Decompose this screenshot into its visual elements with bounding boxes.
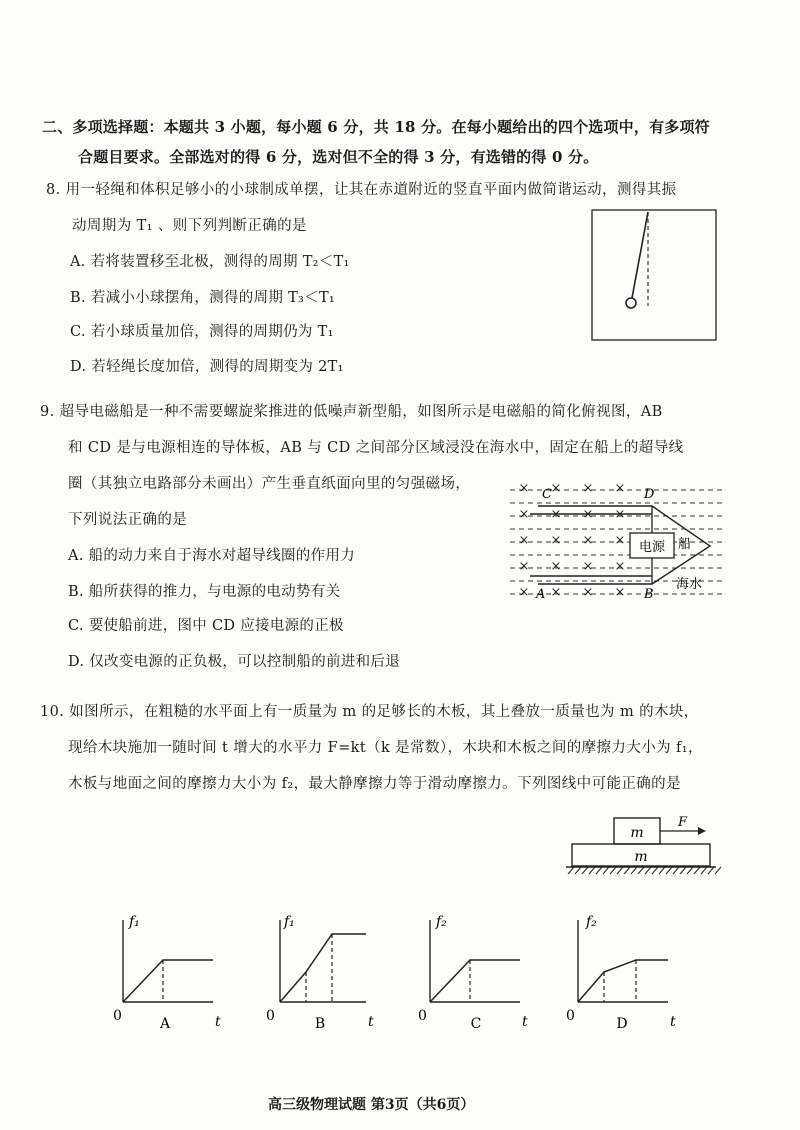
graph-b-xlabel: t — [368, 1014, 374, 1030]
graph-c-xlabel: t — [522, 1014, 528, 1030]
q10-stem-line1: 10. 如图所示，在粗糙的水平面上有一质量为 m 的足够长的木板，其上叠放一质量也为 m 的木块， — [40, 704, 699, 720]
ground-hatch-line — [673, 867, 679, 874]
field-cross-mark: × — [518, 481, 530, 496]
ground-hatch-line — [715, 867, 721, 874]
pendulum-bob — [626, 298, 636, 308]
graph-d — [560, 908, 685, 1033]
graph-a-ylabel: f₁ — [129, 914, 140, 930]
graph-d-xlabel: t — [670, 1014, 676, 1030]
q9-option-b: B. 船所获得的推力，与电源的电动势有关 — [68, 584, 341, 600]
q9-stem-line1: 9. 超导电磁船是一种不需要螺旋桨推进的低噪声新型船，如图所示是电磁船的简化俯视图，AB — [40, 404, 663, 420]
field-cross-mark: × — [518, 533, 530, 548]
ground-hatching — [568, 867, 721, 874]
ground-hatch-line — [645, 867, 651, 874]
q8-option-b: B. 若减小小球摆角，测得的周期 T₃＜T₁ — [70, 290, 336, 306]
label-a: A — [536, 587, 546, 602]
q9-option-a: A. 船的动力来自于海水对超导线圈的作用力 — [68, 548, 355, 564]
ground-hatch-line — [659, 867, 665, 874]
q9-stem-line4: 下列说法正确的是 — [68, 512, 188, 528]
ground-hatch-line — [708, 867, 714, 874]
q8-stem-line2: 动周期为 T₁ 、则下列判断正确的是 — [72, 218, 307, 234]
ground-hatch-line — [680, 867, 686, 874]
ground-hatch-line — [603, 867, 609, 874]
graph-c-ylabel: f₂ — [436, 914, 447, 930]
graph-c-curve — [430, 960, 520, 1002]
graph-c-origin: 0 — [418, 1008, 427, 1024]
field-cross-mark: × — [582, 481, 594, 496]
q9-stem-line3: 圈（其独立电路部分未画出）产生垂直纸面向里的匀强磁场， — [68, 476, 471, 492]
graph-d-option: D — [616, 1016, 628, 1032]
section-header-line1: 二、多项选择题：本题共 3 小题，每小题 6 分，共 18 分。在每小题给出的四个选项中，有多项符 — [42, 118, 710, 136]
graph-a-option: A — [159, 1016, 171, 1032]
ground-hatch-line — [631, 867, 637, 874]
force-arrowhead — [698, 827, 706, 835]
q8-option-c: C. 若小球质量加倍，测得的周期仍为 T₁ — [70, 324, 334, 340]
sea-label: 海水 — [676, 577, 703, 592]
top-block-label: m — [630, 825, 644, 841]
ground-hatch-line — [582, 867, 588, 874]
graph-b-origin: 0 — [266, 1008, 275, 1024]
field-cross-mark: × — [614, 559, 626, 574]
q9-option-c: C. 要使船前进，图中 CD 应接电源的正极 — [68, 618, 344, 634]
ground-hatch-line — [701, 867, 707, 874]
graph-b-ylabel: f₁ — [284, 914, 295, 930]
field-cross-mark: × — [518, 507, 530, 522]
ground-hatch-line — [666, 867, 672, 874]
pendulum-figure — [586, 206, 722, 346]
ground-hatch-line — [638, 867, 644, 874]
field-cross-mark: × — [582, 585, 594, 600]
power-source-label: 电源 — [638, 540, 666, 555]
field-cross-mark: × — [518, 559, 530, 574]
field-cross-mark: × — [550, 533, 562, 548]
field-cross-mark: × — [582, 507, 594, 522]
blocks-figure — [566, 810, 726, 880]
ground-hatch-line — [694, 867, 700, 874]
ground-hatch-line — [589, 867, 595, 874]
field-cross-mark: × — [550, 559, 562, 574]
graph-b-option: B — [314, 1016, 326, 1032]
field-cross-mark: × — [550, 481, 562, 496]
field-cross-mark: × — [614, 585, 626, 600]
graph-a-xlabel: t — [215, 1014, 221, 1030]
pendulum-frame — [592, 210, 716, 340]
graph-c-option: C — [470, 1016, 482, 1032]
graph-b — [262, 908, 382, 1033]
ground-hatch-line — [687, 867, 693, 874]
field-cross-mark: × — [614, 533, 626, 548]
ground-hatch-line — [617, 867, 623, 874]
graph-d-curve — [578, 960, 668, 1002]
graph-a-curve — [123, 960, 213, 1002]
q10-stem-line3: 木板与地面之间的摩擦力大小为 f₂，最大静摩擦力等于滑动摩擦力。下列图线中可能正确的是 — [68, 776, 681, 792]
bottom-board-label: m — [634, 849, 648, 865]
section-header-line2: 合题目要求。全部选对的得 6 分，选对但不全的得 3 分，有选错的得 0 分。 — [78, 148, 599, 166]
graph-d-origin: 0 — [566, 1008, 575, 1024]
label-c: C — [542, 487, 552, 502]
q9-stem-line2: 和 CD 是与电源相连的导体板，AB 与 CD 之间部分区域浸没在海水中，固定在船上的超导线 — [68, 440, 684, 456]
q10-stem-line2: 现给木块施加一随时间 t 增大的水平力 F=kt（k 是常数），木块和木板之间的摩擦力大小为 f₁， — [68, 740, 703, 756]
q9-option-d: D. 仅改变电源的正负极，可以控制船的前进和后退 — [68, 654, 401, 670]
q8-option-d: D. 若轻绳长度加倍，测得的周期变为 2T₁ — [70, 359, 344, 375]
field-cross-mark: × — [550, 585, 562, 600]
ground-hatch-line — [596, 867, 602, 874]
graph-a-origin: 0 — [113, 1008, 122, 1024]
field-cross-mark: × — [614, 507, 626, 522]
electromagnetic-ship-figure — [510, 478, 740, 608]
graph-a — [105, 908, 225, 1033]
force-label: F — [678, 815, 688, 830]
ground-hatch-line — [568, 867, 574, 874]
page-footer: 高三级物理试题 第3页（共6页） — [268, 1097, 475, 1113]
field-cross-mark: × — [582, 559, 594, 574]
magnetic-field-crosses — [519, 481, 626, 600]
graph-b-curve — [280, 934, 366, 1002]
field-cross-mark: × — [614, 481, 626, 496]
graph-c — [412, 908, 537, 1033]
field-cross-mark: × — [518, 585, 530, 600]
q8-stem-line1: 8. 用一轻绳和体积足够小的小球制成单摆，让其在赤道附近的竖直平面内做简谐运动，测得其振 — [46, 182, 677, 198]
label-b: B — [644, 587, 654, 602]
ship-label: 船 — [678, 537, 692, 552]
field-cross-mark: × — [582, 533, 594, 548]
pendulum-string — [632, 212, 648, 298]
ground-hatch-line — [624, 867, 630, 874]
graph-d-ylabel: f₂ — [586, 914, 597, 930]
q8-option-a: A. 若将装置移至北极，测得的周期 T₂＜T₁ — [70, 254, 350, 270]
label-d: D — [644, 487, 655, 502]
ground-hatch-line — [575, 867, 581, 874]
field-cross-mark: × — [550, 507, 562, 522]
ground-hatch-line — [610, 867, 616, 874]
ground-hatch-line — [652, 867, 658, 874]
